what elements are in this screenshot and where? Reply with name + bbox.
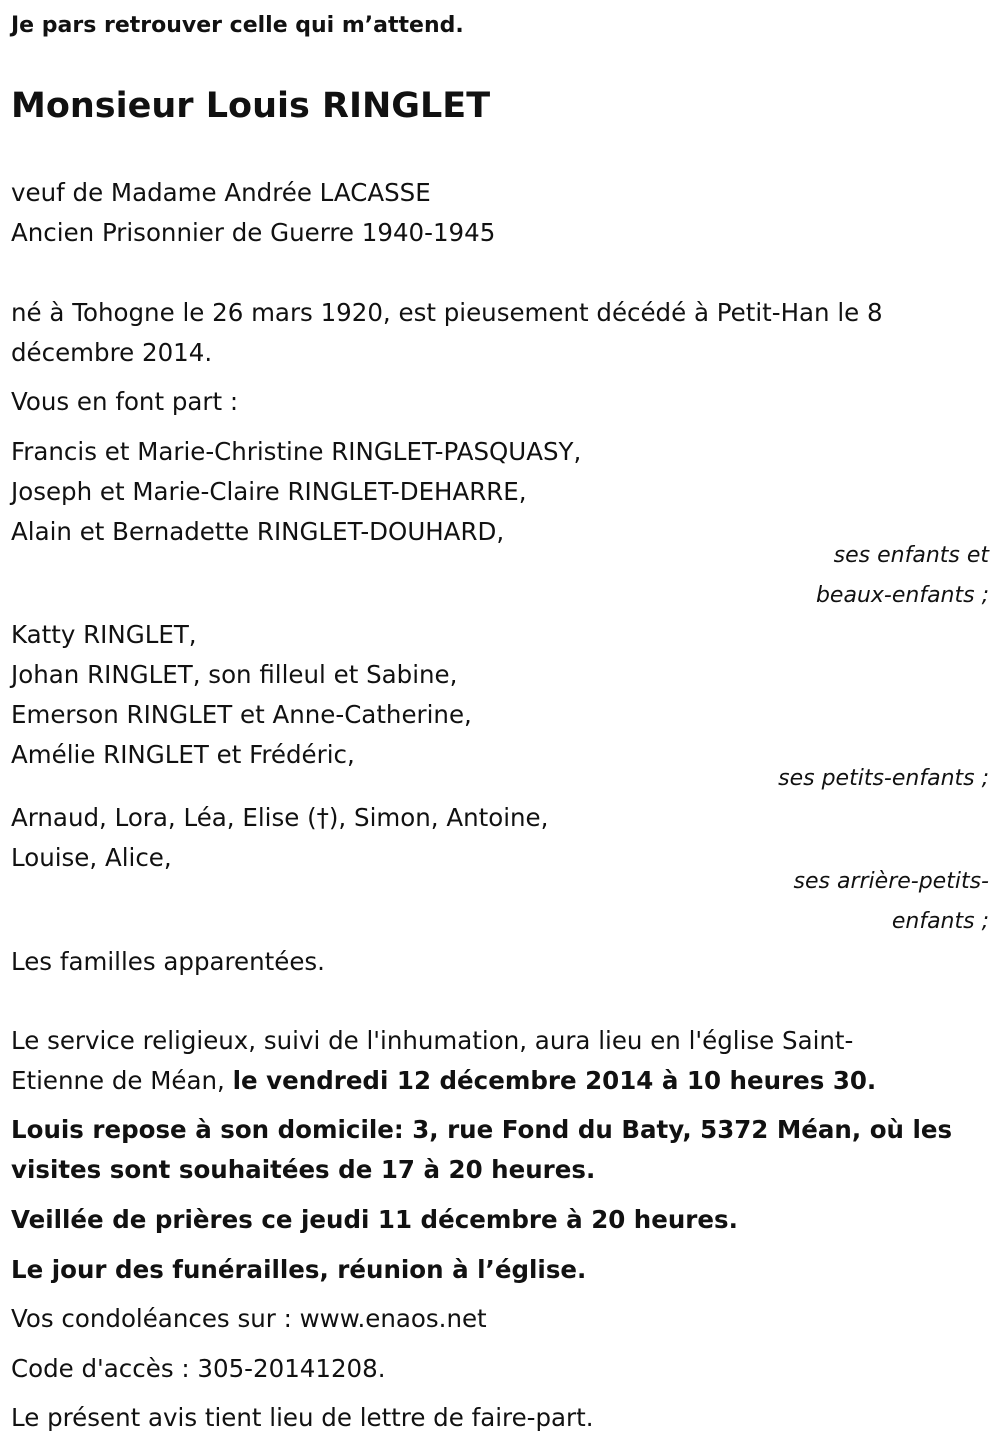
- rest-line-2: visites sont souhaitées de 17 à 20 heures.: [11, 1155, 596, 1184]
- title-line: Ancien Prisonnier de Guerre 1940-1945: [11, 218, 496, 247]
- grandchildren-role: ses petits-enfants ;: [778, 766, 989, 791]
- child-line: Alain et Bernadette RINGLET-DOUHARD,: [11, 517, 505, 546]
- child-line: Joseph et Marie-Claire RINGLET-DEHARRE,: [11, 477, 527, 506]
- service-line-2: [11, 1061, 876, 1101]
- grandchild-line: Emerson RINGLET et Anne-Catherine,: [11, 700, 472, 729]
- great-grandchild-line: Arnaud, Lora, Léa, Elise (†), Simon, Antoine,: [11, 803, 549, 832]
- service-date: le vendredi 12 décembre 2014 à 10 heures 30.: [232, 1066, 877, 1095]
- grandchild-line: Johan RINGLET, son filleul et Sabine,: [11, 660, 458, 689]
- motto: Je pars retrouver celle qui m’attend.: [11, 13, 464, 38]
- great-grandchildren-role-line-1: ses arrière-petits-: [793, 869, 989, 894]
- service-line-1: Le service religieux, suivi de l'inhumation, aura lieu en l'église Saint-: [11, 1026, 854, 1055]
- great-grandchildren-role-line-2: enfants ;: [891, 909, 989, 934]
- children-role-line-1: ses enfants et: [833, 543, 989, 568]
- spouse-line: veuf de Madame Andrée LACASSE: [11, 178, 431, 207]
- deceased-name: Monsieur Louis RINGLET: [11, 86, 491, 126]
- access-code-line: Code d'accès : 305-20141208.: [11, 1354, 386, 1383]
- vigil-line: Veillée de prières ce jeudi 11 décembre à 20 heures.: [11, 1205, 738, 1234]
- great-grandchild-line: Louise, Alice,: [11, 843, 172, 872]
- grandchild-line: Katty RINGLET,: [11, 620, 197, 649]
- meeting-line: Le jour des funérailles, réunion à l’église.: [11, 1255, 587, 1284]
- closing-line: Le présent avis tient lieu de lettre de faire-part.: [11, 1403, 594, 1432]
- families-line: Les familles apparentées.: [11, 947, 325, 976]
- service-place: Etienne de Méan,: [11, 1066, 233, 1095]
- grandchild-line: Amélie RINGLET et Frédéric,: [11, 740, 355, 769]
- announce-intro: Vous en font part :: [11, 387, 239, 416]
- birth-death-line-2: décembre 2014.: [11, 338, 213, 367]
- children-role-line-2: beaux-enfants ;: [815, 583, 989, 608]
- birth-death-line-1: né à Tohogne le 26 mars 1920, est pieusement décédé à Petit-Han le 8: [11, 298, 883, 327]
- rest-line-1: Louis repose à son domicile: 3, rue Fond du Baty, 5372 Méan, où les: [11, 1115, 953, 1144]
- child-line: Francis et Marie-Christine RINGLET-PASQUASY,: [11, 437, 582, 466]
- condolences-line: Vos condoléances sur : www.enaos.net: [11, 1304, 487, 1333]
